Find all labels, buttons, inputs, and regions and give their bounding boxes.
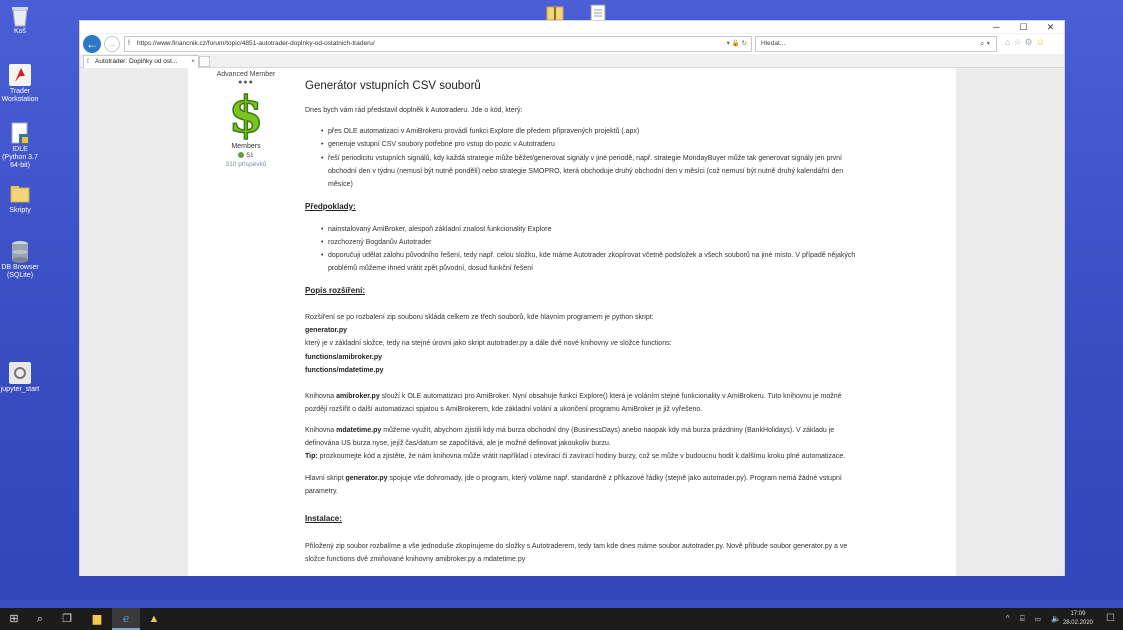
clock[interactable]	[1063, 610, 1093, 628]
page-viewport	[80, 68, 1064, 576]
internet-explorer-button[interactable]	[112, 608, 140, 630]
desktop-icon-db-browser[interactable]	[0, 240, 40, 280]
maximize-button[interactable]: ☐	[1019, 22, 1028, 32]
home-icon[interactable]: ⌂	[1005, 37, 1014, 47]
toolbar-icons	[1005, 37, 1048, 48]
tab-close-icon[interactable]: ×	[191, 58, 195, 65]
desktop-icon-skripty[interactable]	[0, 183, 40, 215]
extension-intro: Rozšíření se po rozbalení zip souboru skládá celkem ze třech souborů, kde hlavním programem je python skript:	[305, 314, 654, 321]
notification-icon[interactable]: ☐	[1106, 613, 1115, 624]
windows-logo-icon: ⊞	[9, 613, 19, 625]
favorites-star-icon[interactable]: ☆	[1013, 37, 1025, 47]
desktop-icon-label: Koš	[13, 28, 27, 35]
tab-bar	[80, 54, 1064, 68]
file-generator: generator.py	[305, 327, 348, 334]
tab-favicon-icon: f	[87, 58, 89, 65]
recycle-bin-icon	[9, 4, 31, 26]
settings-gear-icon[interactable]: ⚙	[1024, 37, 1036, 47]
feature-item: • generuje vstupní CSV soubory potřebné pro vstup do pozic v Autotraderu	[328, 138, 555, 151]
desktop-icon-label: jupyter_start	[0, 386, 40, 393]
title-bar	[80, 21, 1064, 33]
feature-item-continued: obchodní den v týdnu (nemusí být nutně pondělí) nebo strategie SMOPRO, která obchoduje druhý obchodní den v měsíci (což nemusí být nutně druhý kalendářní den	[328, 168, 844, 175]
prerequisites-heading: Předpoklady:	[305, 202, 356, 211]
search-icon[interactable]: ⌕ ▾	[979, 39, 990, 48]
prereq-item: • rozchozený Bogdanův Autotrader	[328, 236, 432, 249]
user-role: Advanced Member	[216, 71, 276, 78]
mdatetime-paragraph-2: definována US burza nyse, jejíž čas/datum se započítává, ale je možné definovat jakoukoliv burzu.	[305, 440, 611, 447]
amibroker-paragraph: Knihovna amibroker.py slouží k OLE automatizaci pro AmiBroker. Nyní obsahuje funkci Explore() která je voláním stejné funkcionality v AmiBrokeru. Tuto knihovnu je možné	[305, 393, 842, 400]
browser-window	[79, 20, 1065, 576]
installation-paragraph: Přiložený zip soubor rozbalíme a vše jednoduše zkopírujeme do složky s Autotraderem, tedy tam kde dnes máme soubor autotrader.py. Nově přibude soubor generator.py a ve	[305, 543, 848, 550]
arrow-right-icon: →	[107, 39, 117, 49]
intro-text: Dnes bych vám rád představil doplněk k Autotraderu. Jde o kód, který:	[305, 107, 523, 114]
feature-item: • přes OLE automatizaci v AmiBrokeru provádí funkci Explore dle předem připravených projektů (.apx)	[328, 125, 639, 138]
extension-middle: který je v základní složce, tedy na stejné úrovni jako skript autotrader.py a dále dvě nové knihovny ve složce functions:	[305, 340, 672, 347]
search-taskbar-button[interactable]	[26, 608, 54, 630]
tab-active[interactable]	[83, 55, 199, 68]
start-button[interactable]	[0, 608, 28, 630]
tip-paragraph: Tip: prozkoumejte kód a zjistěte, že nám knihovna může vrátit například i otevírací či zavírací hodiny burzy, což se může v budoucnu hodit k dalšímu kroku plné automatizace.	[305, 453, 846, 460]
user-panel	[188, 68, 304, 168]
triangle-app-icon: ▲	[148, 613, 160, 625]
taskbar	[0, 608, 1123, 630]
installation-paragraph-2: složce functions dvě zmiňované knihovny amibroker.py a mdatetime.py	[305, 556, 526, 563]
new-tab-button[interactable]	[199, 56, 210, 67]
url-text: https://www.financnik.cz/forum/topic/4851-autotrader-doplnky-od-ostatnich-traderu/	[137, 40, 375, 47]
mdatetime-paragraph: Knihovna mdatetime.py můžeme využít, abychom zjistili kdy má burza obchodní dny (BusinessDays) anebo naopak kdy má burza prázdniny (BankHolidays). V základu je	[305, 427, 835, 434]
task-view-icon: ❐	[62, 613, 72, 625]
reputation-badge	[188, 152, 304, 159]
desktop-icon-label: Trader Workstation	[1, 88, 39, 103]
trader-workstation-icon	[9, 64, 31, 86]
desktop-icon-label: IDLE (Python 3.7 64-bit)	[2, 146, 38, 169]
file-explorer-button[interactable]	[83, 608, 111, 630]
arrow-left-icon: ←	[86, 37, 98, 51]
main-script-paragraph-2: parametry.	[305, 488, 338, 495]
svg-text:$: $	[228, 88, 264, 140]
prereq-item: • doporučuji udělat zálohu původního řešení, tedy např. celou složku, kde máme Autotrader zkopírovat včetně podsložek a všech souborů na jiné místo. V případě nějakých	[328, 249, 855, 262]
internet-explorer-icon: ℯ	[122, 613, 130, 625]
prereq-item-continued: problémů můžeme ihned vrátit zpět původní, dosud funkční řešení	[328, 265, 534, 272]
navigation-bar	[80, 34, 1064, 54]
user-group: Members	[231, 143, 261, 150]
back-button[interactable]	[83, 35, 101, 53]
extension-heading: Popis rozšíření:	[305, 286, 366, 295]
database-icon	[9, 240, 31, 262]
post-count[interactable]: 310 příspěvků	[225, 161, 267, 168]
desktop-icon-recycle-bin[interactable]	[0, 4, 40, 36]
minimize-button[interactable]: ─	[993, 22, 1000, 32]
main-script-paragraph: Hlavní skript generator.py spojuje vše dohromady, jde o program, který voláme např. standardně z příkazové řádky (stejně jako autotrader.py). Program nemá žádné vstupní	[305, 475, 842, 482]
avatar[interactable]	[222, 88, 270, 140]
magnifier-icon: ⌕	[36, 613, 44, 625]
desktop-icon-trader-workstation[interactable]	[0, 64, 40, 104]
address-bar[interactable]	[124, 36, 752, 52]
address-tools[interactable]: ▾ 🔒 ↻	[726, 40, 747, 47]
system-tray[interactable]: ^ ⌸ ▭ 🔈	[1005, 614, 1065, 623]
clock-time: 17:09	[1070, 611, 1086, 617]
amibroker-paragraph-2: později rozšířit o další automatizaci spjatou s AmiBrokerem, kde základní volání a ukončení programu AmiBroker je již vyřešeno.	[305, 406, 703, 413]
post-title: Generátor vstupních CSV souborů	[305, 80, 481, 92]
feature-item: • řeší periodicitu vstupních signálů, kdy každá strategie může běžet/generovat signály v jiné periodě, např. strategie MondayBuyer může tak generovat signály jen první	[328, 152, 842, 165]
file-amibroker: functions/amibroker.py	[305, 354, 383, 361]
clock-date: 28.02.2020	[1062, 620, 1093, 626]
reputation-dot-icon	[238, 152, 244, 158]
forward-button[interactable]	[104, 36, 120, 52]
desktop-icon-label: DB Browser (SQLite)	[1, 264, 39, 279]
search-box[interactable]	[755, 36, 997, 52]
favicon-icon: f	[128, 40, 130, 47]
tab-title: Autotrader: Doplňky od ost...	[95, 58, 178, 65]
close-button[interactable]: ✕	[1046, 22, 1055, 32]
task-view-button[interactable]	[53, 608, 81, 630]
desktop-icon-jupyter-start[interactable]	[0, 362, 40, 394]
desktop-icon-label: Skripty	[9, 207, 31, 214]
app-triangle-button[interactable]	[140, 608, 168, 630]
folder-icon: ▆	[92, 613, 102, 625]
desktop-icon-idle[interactable]	[0, 122, 40, 170]
folder-icon	[9, 183, 31, 205]
search-placeholder: Hledat...	[761, 40, 786, 47]
file-mdatetime: functions/mdatetime.py	[305, 367, 384, 374]
reputation-value: 51	[246, 152, 254, 159]
feature-item-continued: měsíce)	[328, 181, 353, 188]
forum-page	[188, 68, 956, 576]
python-file-icon	[9, 122, 31, 144]
feedback-smiley-icon[interactable]: ☺	[1035, 37, 1048, 47]
installation-heading: Instalace:	[305, 514, 342, 523]
rank-dots-icon: ●●●	[238, 79, 254, 86]
prereq-item: • nainstalovaný AmiBroker, alespoň základní znalost funkcionality Explore	[328, 223, 551, 236]
shortcut-icon	[9, 362, 31, 384]
